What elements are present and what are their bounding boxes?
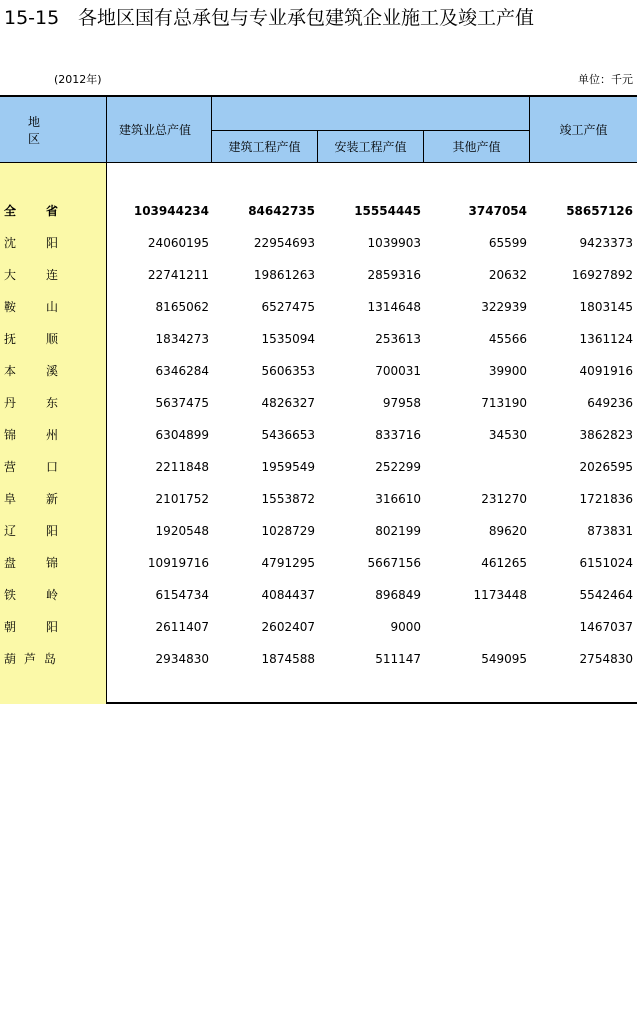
header-region: 地区 xyxy=(0,97,107,162)
cell-other xyxy=(424,611,527,643)
region-name-char: 锦 xyxy=(4,428,17,442)
table-row-total xyxy=(0,195,637,227)
cell-installation: 802199 xyxy=(375,524,421,538)
year-label: (2012年) xyxy=(54,73,102,86)
region-name-char: 盘 xyxy=(4,556,17,570)
cell-total: 2211848 xyxy=(155,460,209,474)
cell-building: 1028729 xyxy=(261,524,315,538)
table-row xyxy=(0,451,637,483)
region-name xyxy=(4,547,74,579)
cell-building: 2602407 xyxy=(261,620,315,634)
cell-total: 2101752 xyxy=(155,492,209,506)
table-title: 各地区国有总承包与专业承包建筑企业施工及竣工产值 xyxy=(78,7,535,29)
cell-building: 22954693 xyxy=(253,236,315,250)
header-total-output: 建筑业总产值 xyxy=(107,97,212,162)
region-name-char: 阳 xyxy=(46,236,59,250)
table-row xyxy=(0,547,637,579)
region-name-char: 连 xyxy=(46,268,59,282)
region-name-char: 山 xyxy=(46,300,59,314)
cell-installation: 15554445 xyxy=(354,204,421,218)
cell-building: 1959549 xyxy=(261,460,315,474)
cell-building: 4826327 xyxy=(261,396,315,410)
cell-installation: 253613 xyxy=(375,332,421,346)
cell-completed: 1721836 xyxy=(579,492,633,506)
header-building-output: 建筑工程产值 xyxy=(212,130,318,162)
cell-completed: 6151024 xyxy=(579,556,633,570)
cell-other: 65599 xyxy=(488,236,527,250)
cell-total: 5637475 xyxy=(155,396,209,410)
region-name-char: 溪 xyxy=(46,364,59,378)
table-number: 15-15 xyxy=(4,7,60,29)
cell-other: 1173448 xyxy=(473,588,527,602)
region-name-char: 新 xyxy=(46,492,59,506)
table-row xyxy=(0,387,637,419)
region-name-char: 芦 xyxy=(24,652,37,666)
region-name xyxy=(4,419,74,451)
region-name-char: 葫 xyxy=(4,652,17,666)
region-name-char: 沈 xyxy=(4,236,17,250)
region-name xyxy=(4,259,74,291)
cell-completed: 2026595 xyxy=(579,460,633,474)
cell-other: 231270 xyxy=(481,492,527,506)
region-name-char: 顺 xyxy=(46,332,59,346)
cell-building: 1874588 xyxy=(261,652,315,666)
cell-completed: 4091916 xyxy=(579,364,633,378)
region-name-char: 岛 xyxy=(44,652,57,666)
cell-other: 39900 xyxy=(488,364,527,378)
cell-total: 1834273 xyxy=(155,332,209,346)
table-body xyxy=(0,195,637,675)
header-installation-output: 安装工程产值 xyxy=(318,130,424,162)
cell-other: 45566 xyxy=(488,332,527,346)
region-name-char: 省 xyxy=(46,204,59,218)
cell-other: 549095 xyxy=(481,652,527,666)
cell-other: 322939 xyxy=(481,300,527,314)
region-name-char: 口 xyxy=(46,460,59,474)
cell-installation: 316610 xyxy=(375,492,421,506)
table-row xyxy=(0,419,637,451)
cell-other xyxy=(424,451,527,483)
cell-total: 2611407 xyxy=(155,620,209,634)
cell-total: 1920548 xyxy=(155,524,209,538)
cell-building: 5606353 xyxy=(261,364,315,378)
header-completed-output: 竣工产值 xyxy=(530,97,637,162)
cell-completed: 873831 xyxy=(587,524,633,538)
cell-total: 8165062 xyxy=(155,300,209,314)
region-name xyxy=(4,227,74,259)
cell-completed: 649236 xyxy=(587,396,633,410)
region-name xyxy=(4,483,74,515)
region-name-char: 辽 xyxy=(4,524,17,538)
region-name xyxy=(4,291,74,323)
cell-installation: 97958 xyxy=(382,396,421,410)
table-row xyxy=(0,355,637,387)
cell-other: 20632 xyxy=(488,268,527,282)
region-name-char: 朝 xyxy=(4,620,17,634)
cell-total: 6346284 xyxy=(155,364,209,378)
region-name-char: 阳 xyxy=(46,524,59,538)
cell-other: 34530 xyxy=(488,428,527,442)
region-name xyxy=(4,451,74,483)
cell-installation: 833716 xyxy=(375,428,421,442)
region-name-char: 营 xyxy=(4,460,17,474)
cell-total: 2934830 xyxy=(155,652,209,666)
cell-installation: 1039903 xyxy=(367,236,421,250)
cell-other: 461265 xyxy=(481,556,527,570)
region-name xyxy=(4,643,74,675)
region-name-char: 阜 xyxy=(4,492,17,506)
region-name-char: 阳 xyxy=(46,620,59,634)
cell-other: 3747054 xyxy=(468,204,527,218)
cell-installation: 2859316 xyxy=(367,268,421,282)
region-name-char: 鞍 xyxy=(4,300,17,314)
region-name xyxy=(4,515,74,547)
region-name-char: 州 xyxy=(46,428,59,442)
header-other-output: 其他产值 xyxy=(424,130,530,162)
region-name-char: 岭 xyxy=(46,588,59,602)
cell-building: 1553872 xyxy=(261,492,315,506)
cell-installation: 1314648 xyxy=(367,300,421,314)
region-name xyxy=(4,387,74,419)
cell-installation: 9000 xyxy=(390,620,421,634)
region-name-char: 本 xyxy=(4,364,17,378)
cell-completed: 16927892 xyxy=(571,268,633,282)
table-row xyxy=(0,227,637,259)
page-title xyxy=(4,4,534,32)
region-name xyxy=(4,195,74,227)
cell-building: 4084437 xyxy=(261,588,315,602)
cell-completed: 58657126 xyxy=(566,204,633,218)
table-row xyxy=(0,483,637,515)
cell-building: 4791295 xyxy=(261,556,315,570)
region-name-char: 大 xyxy=(4,268,17,282)
cell-other: 89620 xyxy=(488,524,527,538)
cell-completed: 5542464 xyxy=(579,588,633,602)
region-name xyxy=(4,323,74,355)
cell-total: 6154734 xyxy=(155,588,209,602)
region-name-char: 东 xyxy=(46,396,59,410)
cell-building: 19861263 xyxy=(253,268,315,282)
cell-total: 22741211 xyxy=(147,268,209,282)
table-row xyxy=(0,611,637,643)
region-name xyxy=(4,579,74,611)
cell-completed: 9423373 xyxy=(579,236,633,250)
cell-installation: 5667156 xyxy=(367,556,421,570)
region-name xyxy=(4,355,74,387)
cell-completed: 3862823 xyxy=(579,428,633,442)
cell-completed: 1467037 xyxy=(579,620,633,634)
region-name-char: 丹 xyxy=(4,396,17,410)
region-name-char: 抚 xyxy=(4,332,17,346)
region-name-char: 锦 xyxy=(46,556,59,570)
cell-total: 10919716 xyxy=(147,556,209,570)
cell-installation: 700031 xyxy=(375,364,421,378)
table-row xyxy=(0,643,637,675)
cell-total: 24060195 xyxy=(147,236,209,250)
cell-building: 5436653 xyxy=(261,428,315,442)
data-table xyxy=(0,95,637,704)
cell-installation: 252299 xyxy=(375,460,421,474)
table-row xyxy=(0,515,637,547)
region-name-char: 全 xyxy=(4,204,17,218)
cell-completed: 2754830 xyxy=(579,652,633,666)
cell-other: 713190 xyxy=(481,396,527,410)
table-row xyxy=(0,291,637,323)
cell-building: 84642735 xyxy=(248,204,315,218)
cell-total: 6304899 xyxy=(155,428,209,442)
unit-label: 单位：千元 xyxy=(578,73,633,86)
cell-completed: 1361124 xyxy=(579,332,633,346)
table-row xyxy=(0,323,637,355)
cell-installation: 511147 xyxy=(375,652,421,666)
table-row xyxy=(0,259,637,291)
cell-installation: 896849 xyxy=(375,588,421,602)
cell-building: 6527475 xyxy=(261,300,315,314)
table-row xyxy=(0,579,637,611)
region-name-char: 铁 xyxy=(4,588,17,602)
cell-building: 1535094 xyxy=(261,332,315,346)
region-name xyxy=(4,611,74,643)
cell-completed: 1803145 xyxy=(579,300,633,314)
cell-total: 103944234 xyxy=(133,204,209,218)
